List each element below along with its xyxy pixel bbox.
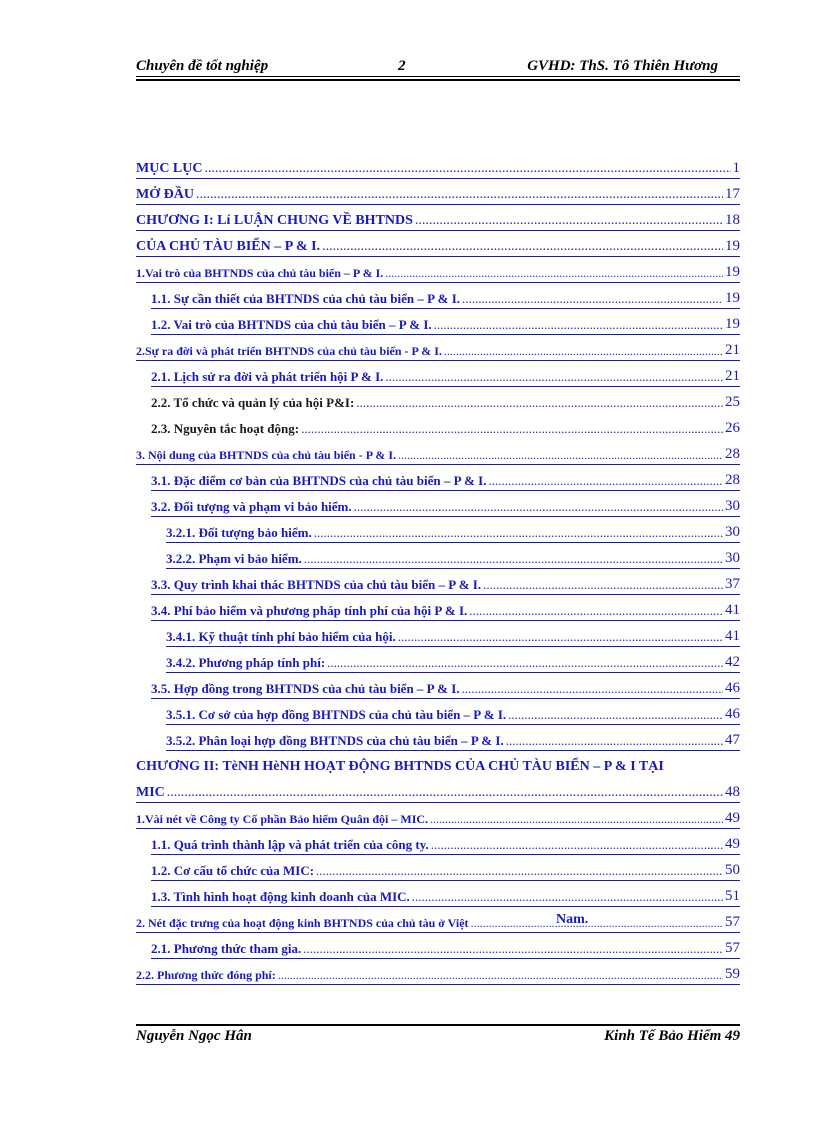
toc-entry[interactable]: 2.2. Phương thức đóng phí: ..... 59 [136, 964, 740, 985]
toc-entry[interactable]: 1.2. Cơ cấu tổ chức của MIC: ..... 50 [151, 860, 740, 881]
toc-entry[interactable]: 1.Vài nét về Công ty Cổ phần Bảo hiểm Quân đội – MIC. ..... 49 [136, 808, 740, 829]
footer-author: Nguyễn Ngọc Hân [136, 1028, 252, 1044]
toc-entry[interactable]: 1.2. Vai trò của BHTNDS của chủ tàu biển – P & I. ..... 19 [151, 314, 740, 335]
footer-rule [136, 1024, 740, 1026]
toc-entry[interactable]: 3.1. Đặc điểm cơ bản của BHTNDS của chủ tàu biển – P & I. ..... 28 [151, 470, 740, 491]
toc-entry[interactable]: 1.1. Sự cần thiết của BHTNDS của chủ tàu biển – P & I. ..... 19 [151, 288, 740, 309]
toc-entry[interactable]: 3.4.1. Kỹ thuật tính phí bảo hiểm của hội. ..... 41 [166, 626, 740, 647]
toc-entry[interactable]: 2.3. Nguyên tắc hoạt động: ..... 26 [151, 418, 740, 438]
page-footer [136, 1028, 740, 1050]
toc-entry[interactable]: 2. Nét đặc trưng của hoạt động kinh BHTNDS của chủ tàu ở Việt ..... 57 [136, 912, 740, 933]
toc-entry[interactable]: 3.2. Đối tượng và phạm vi bảo hiểm. ..... 30 [151, 496, 740, 517]
header-title: Chuyên đề tốt nghiệp [136, 58, 269, 74]
toc-entry[interactable]: 3. Nội dung của BHTNDS của chủ tàu biển - P & I. ..... 28 [136, 444, 740, 465]
toc-entry[interactable]: 3.5.1. Cơ sở của hợp đồng BHTNDS của chủ tàu biển – P & I. ..... 46 [166, 704, 740, 725]
toc-entry[interactable]: 3.3. Quy trình khai thác BHTNDS của chủ tàu biển – P & I. ..... 37 [151, 574, 740, 595]
toc-entry[interactable]: CHƯƠNG I: Lí LUẬN CHUNG VỀ BHTNDS ..... 18 [136, 210, 740, 231]
header-advisor: GVHD: ThS. Tô Thiên Hương [527, 58, 718, 74]
toc-entry[interactable]: 1.1. Quá trình thành lập và phát triển của công ty. ..... 49 [151, 834, 740, 855]
toc-entry[interactable]: 3.2.2. Phạm vi bảo hiểm. ..... 30 [166, 548, 740, 569]
toc-entry[interactable]: MỞ ĐẦU ..... 17 [136, 184, 740, 205]
toc-entry[interactable]: 2.1. Lịch sử ra đời và phát triển hội P & I. ..... 21 [151, 366, 740, 387]
toc-entry[interactable]: MỤC LỤC ..... 1 [136, 158, 740, 179]
toc-entry[interactable]: 3.5.2. Phân loại hợp đồng BHTNDS của chủ tàu biển – P & I. ..... 47 [166, 730, 740, 751]
toc-entry[interactable]: 3.4.2. Phương pháp tính phí: ..... 42 [166, 652, 740, 673]
header-rule-thick [136, 79, 740, 81]
toc-entry[interactable]: 1.Vai trò của BHTNDS của chủ tàu biển – P & I. ..... 19 [136, 262, 740, 283]
toc-entry[interactable]: CỦA CHỦ TÀU BIỂN – P & I. ..... 19 [136, 236, 740, 257]
footer-department: Kinh Tế Bảo Hiểm 49 [604, 1028, 740, 1044]
toc-entry[interactable]: 3.4. Phí bảo hiểm và phương pháp tính phí của hội P & I. ..... 41 [151, 600, 740, 621]
toc-entry[interactable]: 3.2.1. Đối tượng bảo hiểm. ..... 30 [166, 522, 740, 543]
toc-entry[interactable]: 2.2. Tổ chức và quản lý của hội P&I: ..... 25 [151, 392, 740, 412]
toc-entry[interactable]: 1.3. Tình hình hoạt động kinh doanh của MIC. ..... 51 [151, 886, 740, 907]
toc-entry[interactable]: 2.1. Phương thức tham gia. ..... 57 [151, 938, 740, 959]
toc-entry[interactable]: CHƯƠNG II: TèNH HèNH HOẠT ĐỘNG BHTNDS CỦA CHỦ TÀU BIỂN – P & I TẠI [136, 759, 664, 774]
toc-entry[interactable]: 3.5. Hợp đồng trong BHTNDS của chủ tàu biển – P & I. ..... 46 [151, 678, 740, 699]
header-rule-thin [136, 76, 740, 77]
header-page-number: 2 [398, 58, 406, 74]
page-header [136, 56, 740, 78]
toc-entry[interactable]: 2.Sự ra đời và phát triển BHTNDS của chủ tàu biển - P & I. ..... 21 [136, 340, 740, 361]
toc-nam-fragment[interactable]: Nam. [556, 912, 589, 927]
toc-entry[interactable]: MIC ..... 48 [136, 782, 740, 803]
